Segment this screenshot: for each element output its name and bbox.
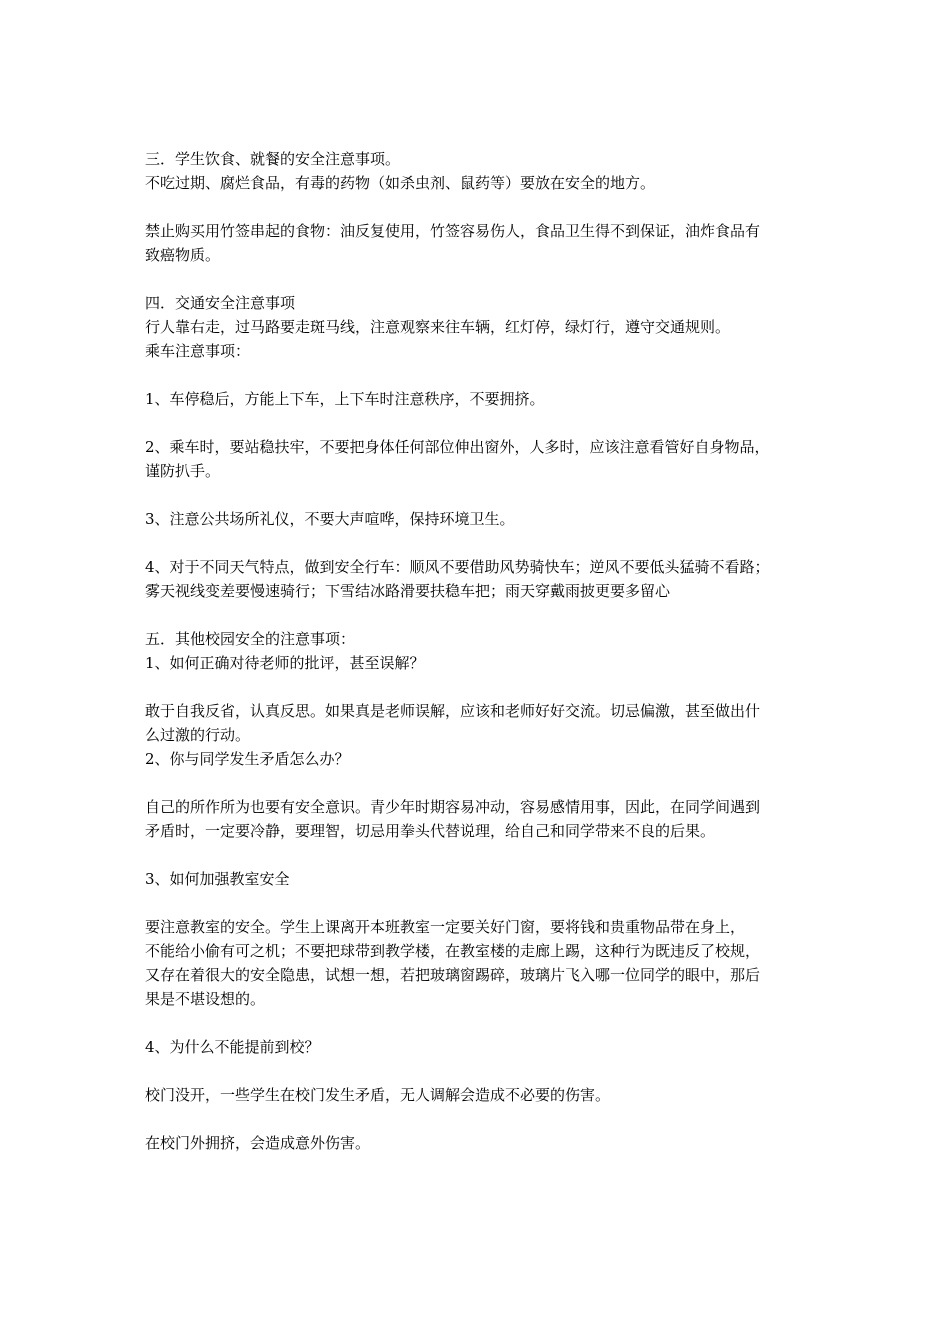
blank-line bbox=[145, 675, 813, 699]
text-line: 三．学生饮食、就餐的安全注意事项。 bbox=[145, 150, 401, 168]
text-line: 4、为什么不能提前到校？ bbox=[145, 1038, 320, 1056]
blank-line bbox=[145, 1059, 813, 1083]
blank-line bbox=[145, 891, 813, 915]
blank-line bbox=[145, 1011, 813, 1035]
blank-line bbox=[145, 483, 813, 507]
text-line: 致癌物质。 bbox=[145, 246, 221, 264]
text-line: 乘车注意事项： bbox=[145, 342, 251, 360]
text-line: 果是不堪设想的。 bbox=[145, 990, 266, 1008]
document-body bbox=[145, 147, 813, 1155]
blank-line bbox=[145, 771, 813, 795]
text-line: 敢于自我反省，认真反思。如果真是老师误解，应该和老师好好交流。切忌偏激，甚至做出什 bbox=[145, 702, 761, 720]
text-line: 2、你与同学发生矛盾怎么办？ bbox=[145, 750, 350, 768]
text-line: 谨防扒手。 bbox=[145, 462, 221, 480]
text-line: 1、车停稳后，方能上下车，上下车时注意秩序，不要拥挤。 bbox=[145, 390, 545, 408]
blank-line bbox=[145, 267, 813, 291]
blank-line bbox=[145, 843, 813, 867]
text-line: 不吃过期、腐烂食品，有毒的药物（如杀虫剂、鼠药等）要放在安全的地方。 bbox=[145, 174, 656, 192]
text-line: 四．交通安全注意事项 bbox=[145, 294, 296, 312]
text-line: 3、如何加强教室安全 bbox=[145, 870, 290, 888]
text-line: 2、乘车时，要站稳扶牢，不要把身体任何部位伸出窗外，人多时，应该注意看管好自身物品， bbox=[145, 438, 770, 456]
text-line: 又存在着很大的安全隐患，试想一想，若把玻璃窗踢碎，玻璃片飞入哪一位同学的眼中，那后 bbox=[145, 966, 761, 984]
text-line: 禁止购买用竹签串起的食物：油反复使用，竹签容易伤人，食品卫生得不到保证，油炸食品有 bbox=[145, 222, 761, 240]
text-line: 自己的所作所为也要有安全意识。青少年时期容易冲动，容易感情用事，因此，在同学间遇到 bbox=[145, 798, 761, 816]
blank-line bbox=[145, 195, 813, 219]
text-line: 1、如何正确对待老师的批评，甚至误解？ bbox=[145, 654, 425, 672]
blank-line bbox=[145, 531, 813, 555]
text-line: 矛盾时，一定要冷静，要理智，切忌用拳头代替说理，给自己和同学带来不良的后果。 bbox=[145, 822, 716, 840]
text-line: 行人靠右走，过马路要走斑马线，注意观察来往车辆，红灯停，绿灯行，遵守交通规则。 bbox=[145, 318, 731, 336]
text-line: 校门没开，一些学生在校门发生矛盾，无人调解会造成不必要的伤害。 bbox=[145, 1086, 611, 1104]
text-line: 4、对于不同天气特点，做到安全行车：顺风不要借助风势骑快车；逆风不要低头猛骑不看路； bbox=[145, 558, 770, 576]
blank-line bbox=[145, 603, 813, 627]
text-line: 雾天视线变差要慢速骑行；下雪结冰路滑要扶稳车把；雨天穿戴雨披更要多留心 bbox=[145, 582, 671, 600]
blank-line bbox=[145, 363, 813, 387]
text-line: 在校门外拥挤，会造成意外伤害。 bbox=[145, 1134, 371, 1152]
text-line: 3、注意公共场所礼仪，不要大声喧哗，保持环境卫生。 bbox=[145, 510, 515, 528]
text-line: 要注意教室的安全。学生上课离开本班教室一定要关好门窗，要将钱和贵重物品带在身上， bbox=[145, 918, 746, 936]
blank-line bbox=[145, 411, 813, 435]
text-line: 么过激的行动。 bbox=[145, 726, 251, 744]
blank-line bbox=[145, 1107, 813, 1131]
text-line: 不能给小偷有可之机；不要把球带到教学楼，在教室楼的走廊上踢，这种行为既违反了校规， bbox=[145, 942, 761, 960]
text-line: 五．其他校园安全的注意事项： bbox=[145, 630, 356, 648]
